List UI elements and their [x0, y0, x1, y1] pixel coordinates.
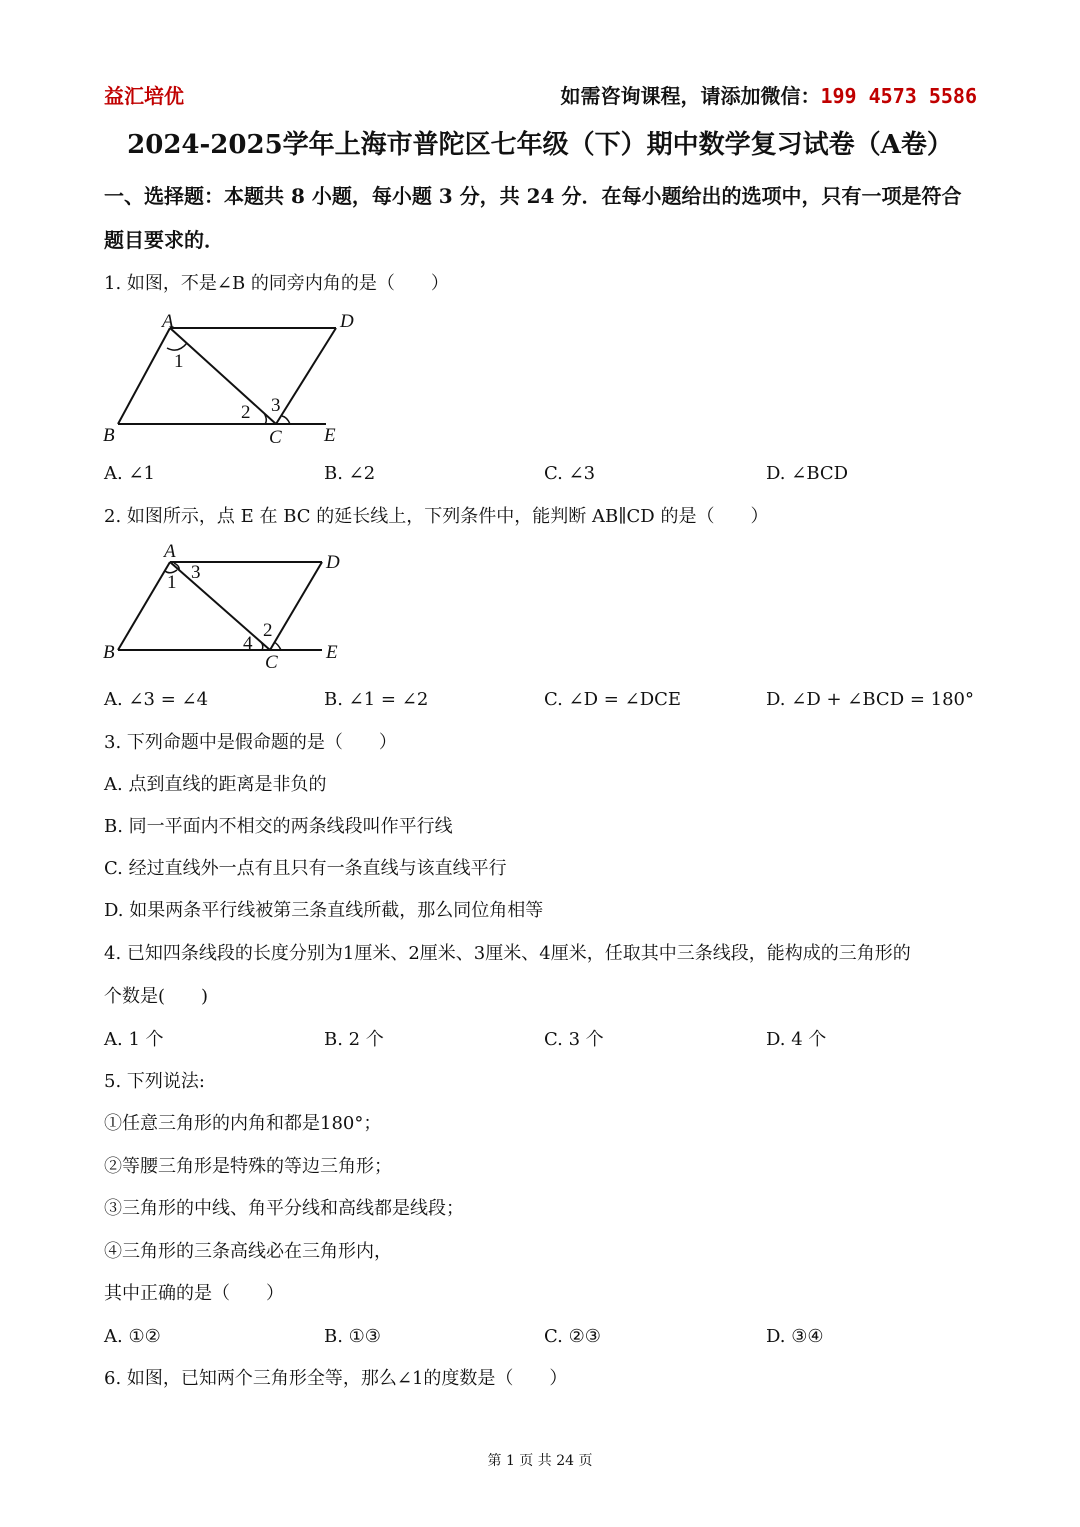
- section-heading: 一、选择题：本题共 8 小题，每小题 3 分，共 24 分．在每小题给出的选项中，只有一项是符合题目要求的．: [104, 184, 962, 252]
- question-4-option-b: B. 2 个: [324, 1029, 384, 1050]
- question-3-option-a: A. 点到直线的距离是非负的: [104, 774, 327, 795]
- question-4-option-a: A. 1 个: [104, 1029, 164, 1050]
- fig2-label-c: C: [265, 652, 278, 673]
- question-1-option-c: C. ∠3: [544, 463, 596, 484]
- fig1-angle-1: 1: [174, 351, 184, 372]
- page-title: 2024-2025学年上海市普陀区七年级（下）期中数学复习试卷（A卷）: [127, 130, 953, 160]
- question-5-statement-2: ②等腰三角形是特殊的等边三角形；: [104, 1156, 392, 1177]
- question-4-stem-line1: 4. 已知四条线段的长度分别为1厘米、2厘米、3厘米、4厘米，任取其中三条线段，能构成的三角形的: [104, 943, 911, 964]
- question-5-statement-1: ①任意三角形的内角和都是180°；: [104, 1113, 382, 1134]
- question-2-option-c: C. ∠D = ∠DCE: [544, 689, 682, 710]
- question-2-option-d: D. ∠D + ∠BCD = 180°: [766, 689, 975, 710]
- question-5-option-b: B. ①③: [324, 1326, 381, 1347]
- question-1-option-b: B. ∠2: [324, 463, 376, 484]
- question-6-stem: 6. 如图，已知两个三角形全等，那么∠1的度数是（ ）: [104, 1368, 568, 1389]
- question-1-option-a: A. ∠1: [104, 463, 155, 484]
- question-1-option-d: D. ∠BCD: [766, 463, 849, 484]
- question-5-stem: 5. 下列说法:: [104, 1071, 205, 1092]
- fig1-angle-2: 2: [241, 402, 251, 423]
- fig2-angle-3: 3: [191, 562, 201, 583]
- fig1-label-c: C: [269, 427, 282, 448]
- question-2-option-a: A. ∠3 = ∠4: [104, 689, 209, 710]
- fig2-label-e: E: [326, 642, 338, 663]
- question-5-prompt: 其中正确的是（ ）: [104, 1283, 284, 1304]
- question-5-statement-4: ④三角形的三条高线必在三角形内，: [104, 1241, 392, 1262]
- question-5-option-a: A. ①②: [104, 1326, 161, 1347]
- question-4-stem-line2: 个数是( ): [104, 986, 209, 1007]
- fig2-angle-1: 1: [167, 572, 177, 593]
- question-5-option-d: D. ③④: [766, 1326, 824, 1347]
- question-3-option-d: D. 如果两条平行线被第三条直线所截，那么同位角相等: [104, 900, 544, 921]
- fig2-label-d: D: [326, 552, 340, 573]
- brand-name: 益汇培优: [104, 84, 184, 108]
- question-2-figure: [100, 540, 360, 674]
- contact-phone: 199 4573 5586: [820, 84, 977, 108]
- question-4-option-d: D. 4 个: [766, 1029, 827, 1050]
- question-5-statement-3: ③三角形的中线、角平分线和高线都是线段；: [104, 1198, 464, 1219]
- fig2-angle-2: 2: [263, 620, 273, 641]
- question-2-option-b: B. ∠1 = ∠2: [324, 689, 429, 710]
- question-3-option-b: B. 同一平面内不相交的两条线段叫作平行线: [104, 816, 453, 837]
- question-1-figure: [100, 310, 370, 450]
- question-3-option-c: C. 经过直线外一点有且只有一条直线与该直线平行: [104, 858, 507, 879]
- question-2-stem: 2. 如图所示，点 E 在 BC 的延长线上，下列条件中，能判断 AB∥CD 的是（ ）: [104, 506, 769, 527]
- question-3-stem: 3. 下列命题中是假命题的是（ ）: [104, 732, 397, 753]
- fig1-angle-3: 3: [271, 395, 281, 416]
- question-1-stem: 1. 如图，不是∠B 的同旁内角的是（ ）: [104, 273, 449, 294]
- question-5-option-c: C. ②③: [544, 1326, 601, 1347]
- fig2-angle-4: 4: [243, 633, 253, 654]
- fig1-label-a: A: [162, 311, 174, 332]
- page-footer: 第 1 页 共 24 页: [487, 1453, 593, 1469]
- question-4-option-c: C. 3 个: [544, 1029, 604, 1050]
- contact-label: 如需咨询课程，请添加微信：: [560, 84, 821, 108]
- contact-info: [560, 80, 977, 109]
- fig1-label-e: E: [324, 425, 336, 446]
- fig1-label-d: D: [340, 311, 354, 332]
- fig1-label-b: B: [103, 425, 115, 446]
- fig2-label-a: A: [164, 541, 176, 562]
- fig2-label-b: B: [103, 642, 115, 663]
